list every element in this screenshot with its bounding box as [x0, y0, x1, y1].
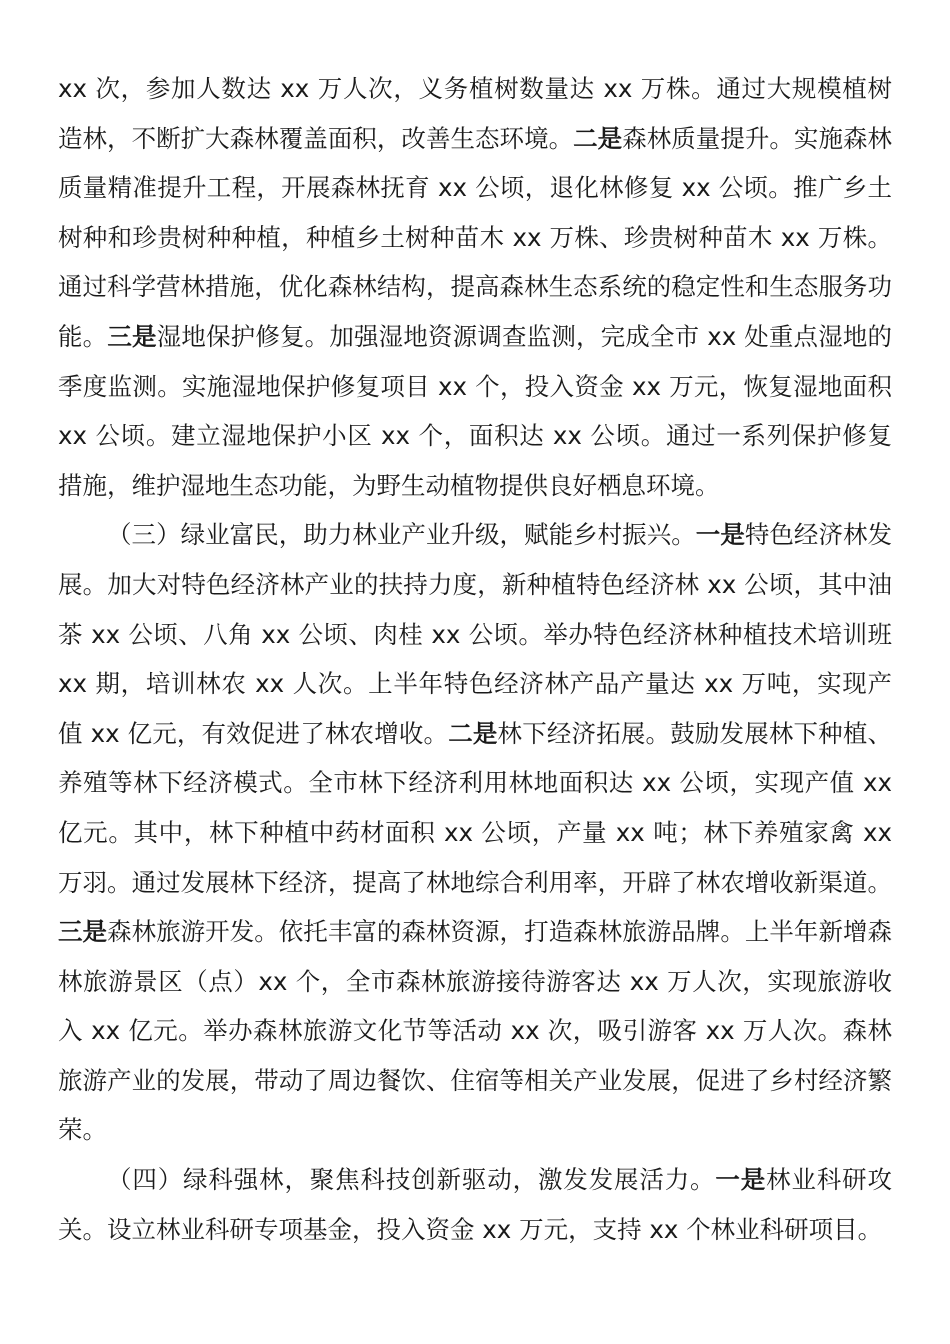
paragraph-section-3: [58, 510, 892, 1155]
text-run: 森林旅游开发。依托丰富的森林资源，打造森林旅游品牌。上半年新增森林旅游景区（点）xx 个，全市森林旅游接待游客达 xx 万人次，实现旅游收入 xx 亿元。举办森林旅游文化节等活动 xx 次，吸引游客 xx 万人次。森林旅游产业的发展，带动了周边餐饮、住宿等相关产业发展，促进了乡村经济繁荣。: [58, 917, 892, 1145]
text-run: 湿地保护修复。加强湿地资源调查监测，完成全市 xx 处重点湿地的季度监测。实施湿地保护修复项目 xx 个，投入资金 xx 万元，恢复湿地面积 xx 公顷。建立湿地保护小区 xx 个，面积达 xx 公顷。通过一系列保护修复措施，维护湿地生态功能，为野生动植物提供良好栖息环境。: [58, 321, 893, 500]
text-run: 林下经济拓展。鼓励发展林下种植、养殖等林下经济模式。全市林下经济利用林地面积达 xx 公顷，实现产值 xx 亿元。其中，林下种植中药材面积 xx 公顷，产量 xx 吨；林下养殖家禽 xx 万羽。通过发展林下经济，提高了林地综合利用率，开辟了林农增收新渠道。: [58, 718, 893, 897]
text-run: 林业科研攻关。设立林业科研专项基金，投入资金 xx 万元，支持 xx 个林业科研项目。: [58, 1165, 893, 1244]
lead-phrase-bold: 二是: [573, 123, 623, 153]
text-run: 森林质量提升。实施森林质量精准提升工程，开展森林抚育 xx 公顷，退化林修复 xx 公顷。推广乡土树种和珍贵树种种植，种植乡土树种苗木 xx 万株、珍贵树种苗木 xx 万株。通过科学营林措施，优化森林结构，提高森林生态系统的稳定性和生态服务功能。: [58, 123, 893, 351]
paragraph-achievements: [58, 64, 892, 510]
lead-phrase-bold: 二是: [448, 718, 498, 748]
lead-phrase-bold: 一是: [715, 1165, 767, 1195]
section-heading-3: （三）绿业富民，助力林业产业升级，赋能乡村振兴。: [107, 520, 696, 550]
text-run: 特色经济林发展。加大对特色经济林产业的扶持力度，新种植特色经济林 xx 公顷，其中油茶 xx 公顷、八角 xx 公顷、肉桂 xx 公顷。举办特色经济林种植技术培训班 xx 期，培训林农 xx 人次。上半年特色经济林产品产量达 xx 万吨，实现产值 xx 亿元，有效促进了林农增收。: [58, 520, 893, 748]
paragraph-section-4: [58, 1155, 892, 1254]
text-run: xx 次，参加人数达 xx 万人次，义务植树数量达 xx 万株。通过大规模植树造林，不断扩大森林覆盖面积，改善生态环境。: [58, 74, 892, 153]
lead-phrase-bold: 一是: [695, 520, 745, 550]
document-page: [58, 64, 892, 1254]
section-heading-4: （四）绿科强林，聚焦科技创新驱动，激发发展活力。: [107, 1165, 716, 1195]
lead-phrase-bold: 三是: [58, 917, 108, 947]
lead-phrase-bold: 三是: [107, 321, 157, 351]
